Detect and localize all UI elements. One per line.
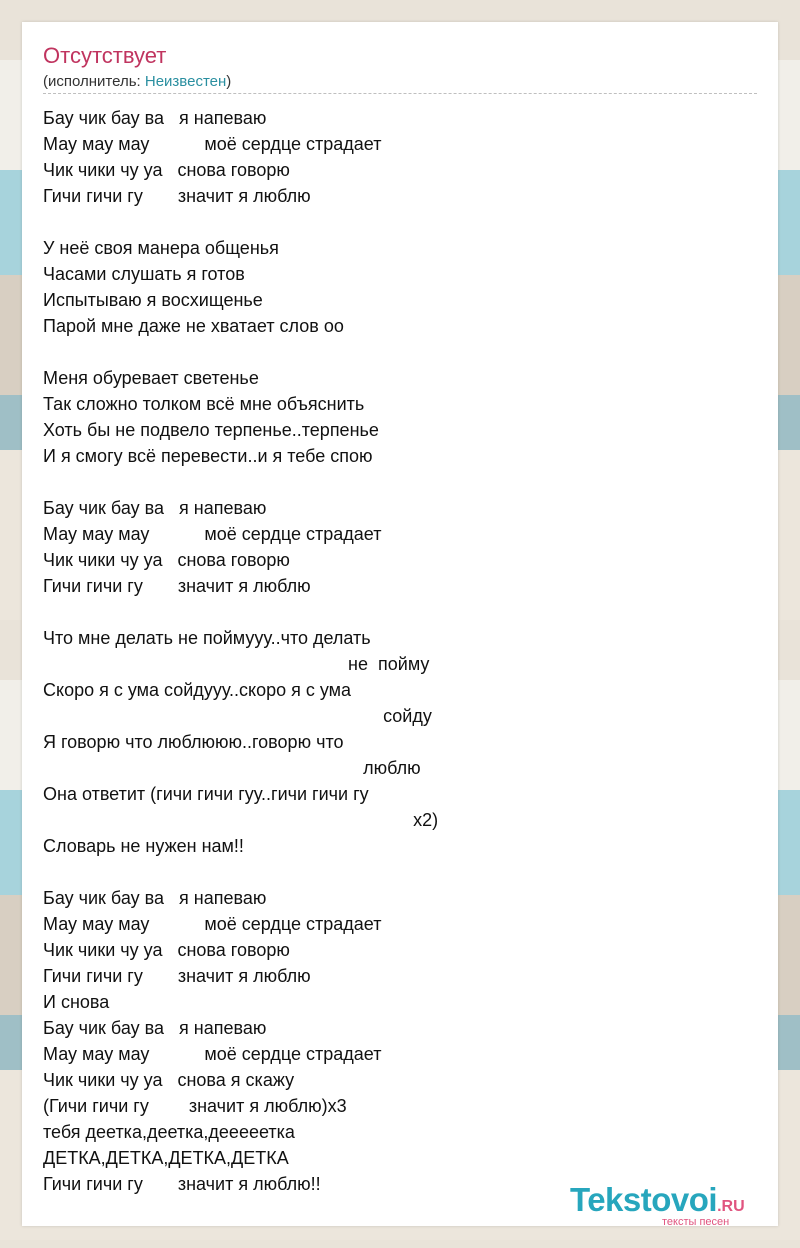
- lyric-line: сойду: [43, 706, 432, 726]
- lyric-line: не пойму: [43, 654, 430, 674]
- artist-close: ): [226, 73, 232, 90]
- lyric-line: Скоро я с ума сойдууу..скоро я с ума: [43, 680, 352, 700]
- lyric-line: И снова: [43, 992, 110, 1012]
- lyric-line: [43, 469, 743, 495]
- lyric-line: Испытываю я восхищенье: [43, 290, 263, 310]
- lyric-line: [43, 209, 743, 235]
- lyric-line: люблю: [43, 758, 421, 778]
- lyric-line: Чик чики чу уа снова говорю: [43, 160, 290, 180]
- lyric-line: И я смогу всё перевести..и я тебе спою: [43, 446, 373, 466]
- lyric-line: Бау чик бау ва я напеваю: [43, 108, 267, 128]
- lyric-line: Я говорю что люблююю..говорю что: [43, 732, 344, 752]
- lyric-line: Парой мне даже не хватает слов оо: [43, 316, 344, 336]
- lyric-line: Чик чики чу уа снова говорю: [43, 550, 290, 570]
- lyric-line: [43, 599, 743, 625]
- artist-link[interactable]: Неизвестен: [144, 73, 227, 90]
- lyric-line: [43, 859, 743, 885]
- logo-tld: .RU: [717, 1198, 745, 1215]
- lyric-line: Мау мау мау моё сердце страдает: [43, 524, 382, 544]
- lyric-line: тебя деетка,деетка,деееeетка: [43, 1122, 295, 1142]
- lyric-line: Бау чик бау ва я напеваю: [43, 498, 267, 518]
- lyric-line: Чик чики чу уа снова я скажу: [43, 1070, 295, 1090]
- artist-line: [43, 72, 231, 92]
- divider: [43, 93, 757, 94]
- lyric-line: Мау мау мау моё сердце страдает: [43, 134, 382, 154]
- lyric-line: Мау мау мау моё сердце страдает: [43, 914, 382, 934]
- lyric-line: Бау чик бау ва я напеваю: [43, 888, 267, 908]
- lyric-line: Хоть бы не подвело терпенье..терпенье: [43, 420, 379, 440]
- lyric-line: Так сложно толком всё мне объяснить: [43, 394, 365, 414]
- lyric-line: Часами слушать я готов: [43, 264, 245, 284]
- lyric-line: x2): [43, 810, 439, 830]
- lyric-line: (Гичи гичи гу значит я люблю)x3: [43, 1096, 347, 1116]
- lyric-line: Бау чик бау ва я напеваю: [43, 1018, 267, 1038]
- lyric-line: [43, 339, 743, 365]
- logo-name: Tekstovoi: [570, 1181, 718, 1218]
- song-title: Отсутствует: [43, 43, 167, 68]
- lyric-line: Гичи гичи гу значит я люблю: [43, 186, 311, 206]
- lyric-line: Гичи гичи гу значит я люблю!!: [43, 1174, 321, 1194]
- logo-tagline: тексты песен: [662, 1216, 730, 1228]
- lyric-line: Словарь не нужен нам!!: [43, 836, 244, 856]
- lyric-line: Что мне делать не поймууу..что делать: [43, 628, 371, 648]
- lyrics-text: [43, 105, 743, 1197]
- lyric-line: У неё своя манера общенья: [43, 238, 279, 258]
- lyric-line: Гичи гичи гу значит я люблю: [43, 966, 311, 986]
- artist-label: (исполнитель:: [43, 73, 145, 90]
- lyric-line: Гичи гичи гу значит я люблю: [43, 576, 311, 596]
- lyric-line: Чик чики чу уа снова говорю: [43, 940, 290, 960]
- lyrics-card: [22, 22, 778, 1226]
- lyric-line: ДЕТКА,ДЕТКА,ДЕТКА,ДЕТКА: [43, 1148, 289, 1168]
- lyric-line: Она ответит (гичи гичи гуу..гичи гичи гу: [43, 784, 369, 804]
- lyric-line: Мау мау мау моё сердце страдает: [43, 1044, 382, 1064]
- site-logo[interactable]: [570, 1182, 780, 1226]
- lyric-line: Меня обуревает светенье: [43, 368, 259, 388]
